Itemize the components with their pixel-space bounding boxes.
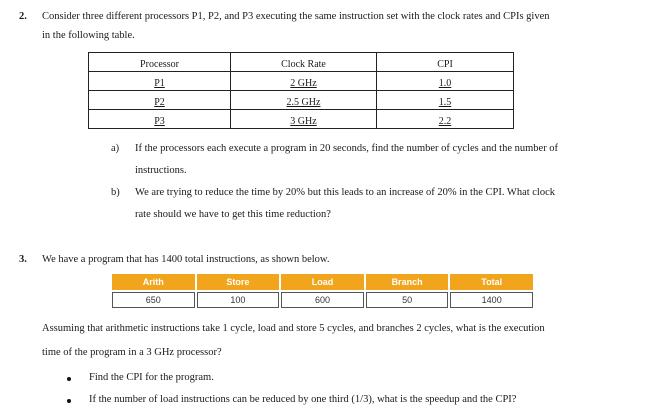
store-value: 100 [197,292,280,308]
load-value: 600 [281,292,364,308]
question-2-text-line1: Consider three different processors P1, P2, and P3 executing the same instruction set with the clock rates and CPIs given [42,11,550,22]
question-2-text-line2: in the following table. [42,30,135,41]
bullet-item: Find the CPI for the program. [89,372,214,383]
instruction-mix-table [110,272,535,310]
bullet-item: If the number of load instructions can be reduced by one third (1/3), what is the speedup and the CPI? [89,394,517,405]
processor-cell: P3 [89,110,231,129]
table-row [112,292,533,308]
processor-table [88,52,514,129]
branch-value: 50 [366,292,449,308]
processor-cell: P2 [89,91,231,110]
clock-rate-cell: 2 GHz [231,72,377,91]
table-row [89,72,514,91]
bullet-icon [67,399,71,403]
header-clock-rate: Clock Rate [231,53,377,72]
header-processor: Processor [89,53,231,72]
header-arith: Arith [112,274,195,290]
subquestion-a-label: a) [111,143,120,154]
arith-value: 650 [112,292,195,308]
question-2-number: 2. [19,11,27,22]
cpi-cell: 1.0 [377,72,514,91]
processor-cell: P1 [89,72,231,91]
header-load: Load [281,274,364,290]
table-header-row [89,53,514,72]
table-row [89,110,514,129]
subquestion-b-line2: rate should we have to get this time reduction? [135,209,331,220]
clock-rate-cell: 3 GHz [231,110,377,129]
table-row [89,91,514,110]
subquestion-b-line1: We are trying to reduce the time by 20% but this leads to an increase of 20% in the CPI. What clock [135,187,556,198]
table-header-row [112,274,533,290]
bullet-icon [67,377,71,381]
total-value: 1400 [450,292,533,308]
subquestion-a-line1: If the processors each execute a program in 20 seconds, find the number of cycles and the number of [135,143,559,154]
question-3-paragraph-line2: time of the program in a 3 GHz processor? [42,347,222,358]
question-3-number: 3. [19,254,27,265]
header-branch: Branch [366,274,449,290]
question-3-intro: We have a program that has 1400 total instructions, as shown below. [42,254,330,265]
header-cpi: CPI [377,53,514,72]
header-store: Store [197,274,280,290]
subquestion-a-line2: instructions. [135,165,187,176]
subquestion-b-label: b) [111,187,120,198]
header-total: Total [450,274,533,290]
question-3-paragraph-line1: Assuming that arithmetic instructions take 1 cycle, load and store 5 cycles, and branches 2 cycles, what is the execution [42,323,545,334]
cpi-cell: 1.5 [377,91,514,110]
cpi-cell: 2.2 [377,110,514,129]
clock-rate-cell: 2.5 GHz [231,91,377,110]
